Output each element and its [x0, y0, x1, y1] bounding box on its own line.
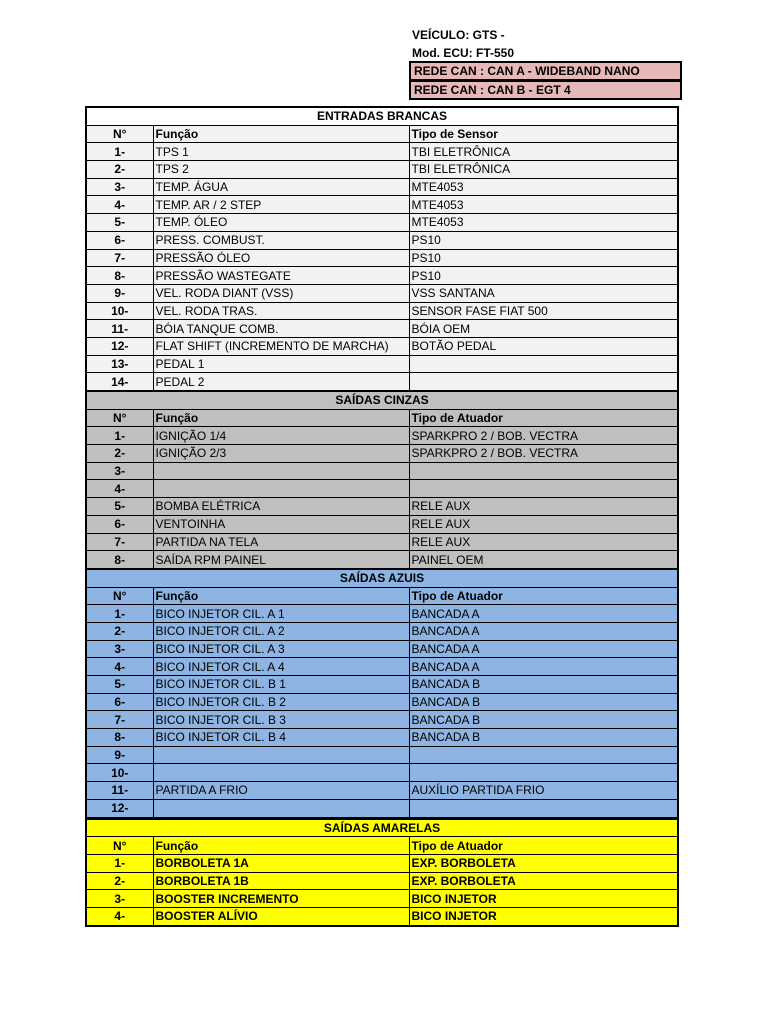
vehicle-label: VEÍCULO: GTS -: [412, 28, 505, 42]
row-number: 7-: [86, 533, 153, 551]
row-function: TPS 2: [153, 161, 409, 179]
table-row: [86, 782, 678, 800]
row-function: BICO INJETOR CIL. A 1: [153, 605, 409, 623]
row-number: 2-: [86, 872, 153, 890]
row-function: VEL. RODA DIANT (VSS): [153, 284, 409, 302]
row-number: 1-: [86, 854, 153, 872]
table-row: [86, 711, 678, 729]
table-row: [86, 249, 678, 267]
table-row: [86, 462, 678, 480]
row-type: BANCADA A: [409, 658, 678, 676]
row-number: 13-: [86, 355, 153, 373]
section-title: SAÍDAS CINZAS: [86, 391, 678, 409]
table-row: [86, 302, 678, 320]
row-type: BANCADA B: [409, 693, 678, 711]
row-type: MTE4053: [409, 178, 678, 196]
row-type: RELE AUX: [409, 498, 678, 516]
row-number: 14-: [86, 373, 153, 391]
table-row: [86, 373, 678, 391]
row-type: BANCADA A: [409, 640, 678, 658]
row-function: PEDAL 2: [153, 373, 409, 391]
row-function: TEMP. ÓLEO: [153, 214, 409, 232]
row-number: 6-: [86, 693, 153, 711]
row-type: BANCADA B: [409, 711, 678, 729]
io-table: [85, 106, 679, 927]
table-row: [86, 178, 678, 196]
col-header-func: Função: [153, 837, 409, 855]
table-row: [86, 551, 678, 569]
row-type: PS10: [409, 249, 678, 267]
row-type: [409, 355, 678, 373]
table-row: [86, 676, 678, 694]
section-title: ENTRADAS BRANCAS: [86, 107, 678, 125]
row-number: 1-: [86, 427, 153, 445]
row-function: PEDAL 1: [153, 355, 409, 373]
row-function: TPS 1: [153, 143, 409, 161]
row-type: TBI ELETRÔNICA: [409, 161, 678, 179]
col-header-tipo: Tipo de Sensor: [409, 125, 678, 143]
row-type: [409, 799, 678, 818]
table-row: [86, 693, 678, 711]
col-header-num: N°: [86, 837, 153, 855]
row-type: TBI ELETRÔNICA: [409, 143, 678, 161]
row-number: 3-: [86, 640, 153, 658]
table-row: [86, 658, 678, 676]
row-type: BANCADA B: [409, 676, 678, 694]
section-saidas-cinzas: [86, 391, 678, 569]
row-number: 8-: [86, 729, 153, 747]
section-title-row: [86, 107, 678, 125]
row-type: [409, 373, 678, 391]
can-a-label: REDE CAN : CAN A - WIDEBAND NANO: [409, 61, 682, 81]
col-header-func: Função: [153, 125, 409, 143]
row-type: EXP. BORBOLETA: [409, 854, 678, 872]
row-type: PAINEL OEM: [409, 551, 678, 569]
row-function: IGNIÇÃO 1/4: [153, 427, 409, 445]
table-row: [86, 515, 678, 533]
table-row: [86, 196, 678, 214]
col-header-func: Função: [153, 587, 409, 605]
table-row: [86, 498, 678, 516]
table-row: [86, 764, 678, 782]
col-header-tipo: Tipo de Atuador: [409, 409, 678, 427]
row-number: 3-: [86, 178, 153, 196]
row-type: SPARKPRO 2 / BOB. VECTRA: [409, 427, 678, 445]
table-row: [86, 427, 678, 445]
row-type: VSS SANTANA: [409, 284, 678, 302]
row-function: PRESSÃO ÓLEO: [153, 249, 409, 267]
row-type: [409, 764, 678, 782]
row-type: RELE AUX: [409, 533, 678, 551]
section-title-row: [86, 569, 678, 587]
table-row: [86, 445, 678, 463]
row-number: 4-: [86, 658, 153, 676]
row-function: PARTIDA A FRIO: [153, 782, 409, 800]
row-function: PRESSÃO WASTEGATE: [153, 267, 409, 285]
row-number: 11-: [86, 782, 153, 800]
table-row: [86, 337, 678, 355]
row-function: PRESS. COMBUST.: [153, 231, 409, 249]
row-number: 8-: [86, 267, 153, 285]
table-row: [86, 854, 678, 872]
row-type: EXP. BORBOLETA: [409, 872, 678, 890]
ecu-model-label: Mod. ECU: FT-550: [412, 46, 515, 60]
row-type: BICO INJETOR: [409, 890, 678, 908]
table-row: [86, 231, 678, 249]
column-header-row: [86, 837, 678, 855]
table-row: [86, 890, 678, 908]
row-function: [153, 462, 409, 480]
row-type: MTE4053: [409, 214, 678, 232]
row-number: 3-: [86, 462, 153, 480]
row-function: BOOSTER INCREMENTO: [153, 890, 409, 908]
section-saidas-amarelas: [86, 818, 678, 926]
section-title-row: [86, 818, 678, 837]
row-number: 2-: [86, 622, 153, 640]
row-type: SPARKPRO 2 / BOB. VECTRA: [409, 445, 678, 463]
row-number: 12-: [86, 337, 153, 355]
row-type: [409, 480, 678, 498]
table-row: [86, 907, 678, 925]
section-saidas-azuis: [86, 569, 678, 818]
row-number: 5-: [86, 498, 153, 516]
section-title-row: [86, 391, 678, 409]
section-entradas-brancas: [86, 107, 678, 391]
col-header-tipo: Tipo de Atuador: [409, 587, 678, 605]
row-number: 7-: [86, 711, 153, 729]
row-number: 1-: [86, 143, 153, 161]
row-number: 4-: [86, 480, 153, 498]
table-row: [86, 143, 678, 161]
section-title: SAÍDAS AMARELAS: [86, 818, 678, 837]
row-number: 5-: [86, 676, 153, 694]
row-type: BANCADA B: [409, 729, 678, 747]
row-type: SENSOR FASE FIAT 500: [409, 302, 678, 320]
table-row: [86, 161, 678, 179]
row-type: RELE AUX: [409, 515, 678, 533]
row-type: BICO INJETOR: [409, 907, 678, 925]
vehicle-info: [412, 26, 514, 62]
table-row: [86, 799, 678, 818]
row-type: AUXÍLIO PARTIDA FRIO: [409, 782, 678, 800]
col-header-num: N°: [86, 587, 153, 605]
row-type: MTE4053: [409, 196, 678, 214]
row-function: BICO INJETOR CIL. B 4: [153, 729, 409, 747]
row-number: 7-: [86, 249, 153, 267]
row-function: BOOSTER ALÍVIO: [153, 907, 409, 925]
col-header-tipo: Tipo de Atuador: [409, 837, 678, 855]
row-function: VEL. RODA TRAS.: [153, 302, 409, 320]
row-function: BICO INJETOR CIL. B 3: [153, 711, 409, 729]
row-number: 12-: [86, 799, 153, 818]
row-number: 4-: [86, 196, 153, 214]
table-row: [86, 320, 678, 338]
row-function: [153, 746, 409, 764]
row-number: 11-: [86, 320, 153, 338]
can-b-label: REDE CAN : CAN B - EGT 4: [409, 80, 682, 100]
table-row: [86, 872, 678, 890]
section-title: SAÍDAS AZUIS: [86, 569, 678, 587]
row-function: BICO INJETOR CIL. A 2: [153, 622, 409, 640]
row-function: BICO INJETOR CIL. A 3: [153, 640, 409, 658]
table-row: [86, 214, 678, 232]
row-number: 10-: [86, 302, 153, 320]
row-type: BÓIA OEM: [409, 320, 678, 338]
row-function: BICO INJETOR CIL. B 1: [153, 676, 409, 694]
row-function: TEMP. ÁGUA: [153, 178, 409, 196]
row-function: BOMBA ELÉTRICA: [153, 498, 409, 516]
row-type: [409, 746, 678, 764]
table-row: [86, 640, 678, 658]
table-row: [86, 533, 678, 551]
row-function: BICO INJETOR CIL. B 2: [153, 693, 409, 711]
row-type: BOTÃO PEDAL: [409, 337, 678, 355]
row-number: 9-: [86, 284, 153, 302]
table-row: [86, 605, 678, 623]
row-number: 2-: [86, 445, 153, 463]
table-row: [86, 355, 678, 373]
row-number: 3-: [86, 890, 153, 908]
row-function: [153, 764, 409, 782]
row-function: BÓIA TANQUE COMB.: [153, 320, 409, 338]
column-header-row: [86, 125, 678, 143]
column-header-row: [86, 587, 678, 605]
table-row: [86, 480, 678, 498]
row-function: IGNIÇÃO 2/3: [153, 445, 409, 463]
row-function: PARTIDA NA TELA: [153, 533, 409, 551]
row-function: BORBOLETA 1B: [153, 872, 409, 890]
row-number: 2-: [86, 161, 153, 179]
row-number: 8-: [86, 551, 153, 569]
col-header-num: N°: [86, 125, 153, 143]
row-function: SAÍDA RPM PAINEL: [153, 551, 409, 569]
table-row: [86, 622, 678, 640]
row-number: 6-: [86, 231, 153, 249]
row-type: BANCADA A: [409, 605, 678, 623]
row-number: 6-: [86, 515, 153, 533]
row-number: 5-: [86, 214, 153, 232]
row-type: [409, 462, 678, 480]
row-number: 9-: [86, 746, 153, 764]
table-row: [86, 267, 678, 285]
row-function: [153, 799, 409, 818]
column-header-row: [86, 409, 678, 427]
row-type: BANCADA A: [409, 622, 678, 640]
col-header-func: Função: [153, 409, 409, 427]
row-function: [153, 480, 409, 498]
row-number: 10-: [86, 764, 153, 782]
table-row: [86, 284, 678, 302]
table-row: [86, 746, 678, 764]
table-row: [86, 729, 678, 747]
row-function: TEMP. AR / 2 STEP: [153, 196, 409, 214]
row-function: FLAT SHIFT (INCREMENTO DE MARCHA): [153, 337, 409, 355]
row-number: 1-: [86, 605, 153, 623]
row-type: PS10: [409, 231, 678, 249]
row-function: BICO INJETOR CIL. A 4: [153, 658, 409, 676]
row-function: VENTOINHA: [153, 515, 409, 533]
col-header-num: N°: [86, 409, 153, 427]
row-function: BORBOLETA 1A: [153, 854, 409, 872]
row-type: PS10: [409, 267, 678, 285]
row-number: 4-: [86, 907, 153, 925]
